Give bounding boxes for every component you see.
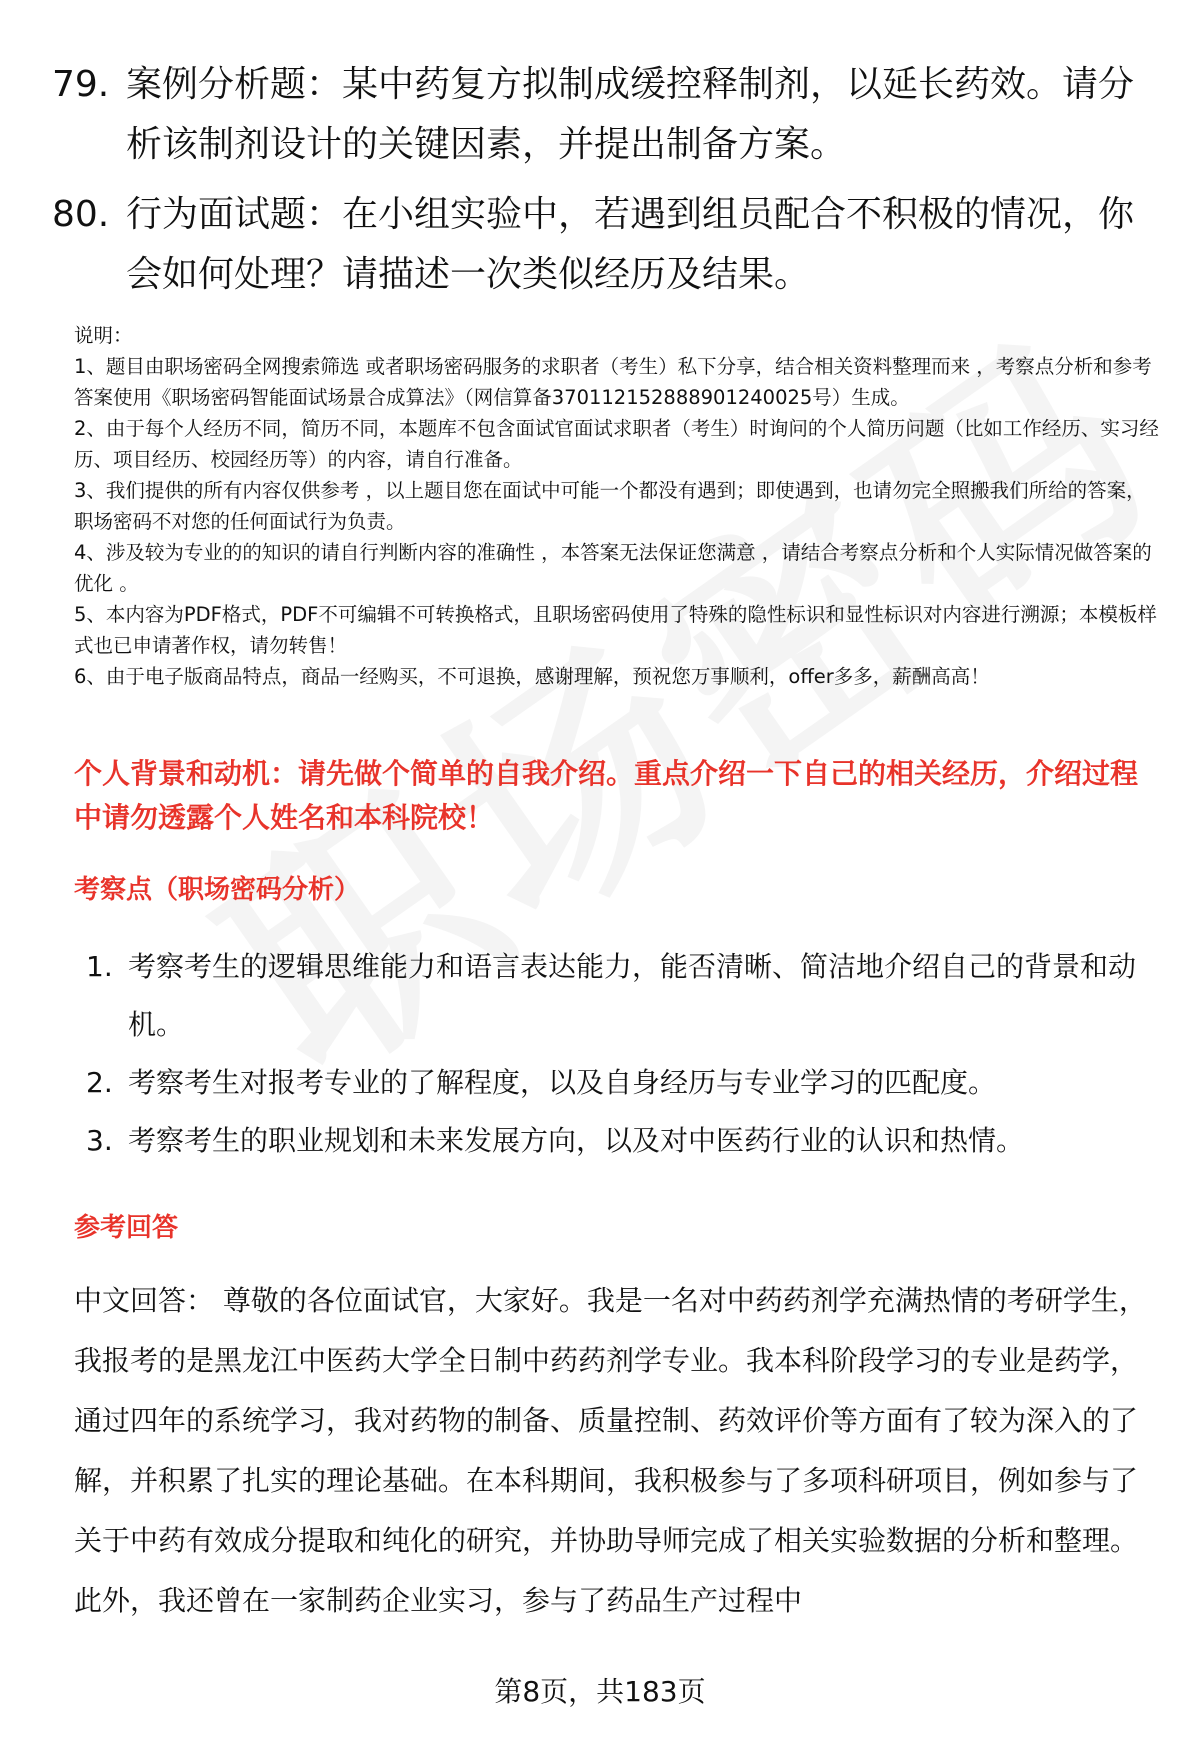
question-80 [52,185,1162,305]
note-item: 2、由于每个人经历不同，简历不同，本题库不包含面试官面试求职者（考生）时询问的个人简历问题（比如工作经历、实习经历、项目经历、校园经历等）的内容，请自行准备。 [74,417,1159,471]
note-item: 6、由于电子版商品特点，商品一经购买，不可退换，感谢理解，预祝您万事顺利，offer多多，薪酬高高！ [74,665,990,688]
question-text: 案例分析题：某中药复方拟制成缓控释制剂，以延长药效。请分析该制剂设计的关键因素，并提出制备方案。 [126,64,1135,165]
question-79 [52,55,1162,175]
assessment-point [74,1112,1164,1170]
assessment-point [74,938,1164,1054]
reference-answer: 中文回答： 尊敬的各位面试官，大家好。我是一名对中药药剂学充满热情的考研学生，我报考的是黑龙江中医药大学全日制中药药剂学专业。我本科阶段学习的专业是药学，通过四年的系统学习，我对药物的制备、质量控制、药效评价等方面有了较为深入的了解，并积累了扎实的理论基础。在本科期间，我积极参与了多项科研项目，例如参与了关于中药有效成分提取和纯化的研究，并协助导师完成了相关实验数据的分析和整理。此外，我还曾在一家制药企业实习，参与了药品生产过程中 [74,1284,1147,1617]
question-number: 79. [52,64,110,105]
point-text: 考察考生对报考专业的了解程度，以及自身经历与专业学习的匹配度。 [128,1066,997,1099]
note-item: 4、涉及较为专业的的知识的请自行判断内容的准确性 ，本答案无法保证您满意 ，请结合考察点分析和个人实际情况做答案的优化 。 [74,541,1152,595]
background-question-heading: 个人背景和动机：请先做个简单的自我介绍。重点介绍一下自己的相关经历，介绍过程中请勿透露个人姓名和本科院校！ [74,757,1139,834]
point-number: 2. [86,1066,113,1099]
assessment-points [74,938,1164,1170]
notes-title: 说明： [74,324,133,347]
point-text: 考察考生的职业规划和未来发展方向，以及对中医药行业的认识和热情。 [128,1124,1025,1157]
question-text: 行为面试题：在小组实验中，若遇到组员配合不积极的情况，你会如何处理？请描述一次类似经历及结果。 [126,194,1135,295]
note-item: 5、本内容为PDF格式，PDF不可编辑不可转换格式，且职场密码使用了特殊的隐性标识和显性标识对内容进行溯源；本模板样式也已申请著作权，请勿转售！ [74,603,1157,657]
page-footer: 第8页，共183页 [494,1675,706,1708]
point-number: 1. [86,950,113,983]
assessment-point [74,1054,1164,1112]
point-text: 考察考生的逻辑思维能力和语言表达能力，能否清晰、简洁地介绍自己的背景和动机。 [128,950,1137,1041]
point-number: 3. [86,1124,113,1157]
note-item: 1、题目由职场密码全网搜索筛选 或者职场密码服务的求职者（考生）私下分享，结合相关资料整理而来 ，考察点分析和参考答案使用《职场密码智能面试场景合成算法》（网信算备370112152888901240025号）生成。 [74,355,1152,409]
reference-title: 参考回答 [74,1213,179,1243]
notes-section [74,320,1164,692]
question-number: 80. [52,194,110,235]
assessment-title: 考察点（职场密码分析） [74,875,361,905]
note-item: 3、我们提供的所有内容仅供参考 ，以上题目您在面试中可能一个都没有遇到；即使遇到，也请勿完全照搬我们所给的答案，职场密码不对您的任何面试行为负责。 [74,479,1146,533]
